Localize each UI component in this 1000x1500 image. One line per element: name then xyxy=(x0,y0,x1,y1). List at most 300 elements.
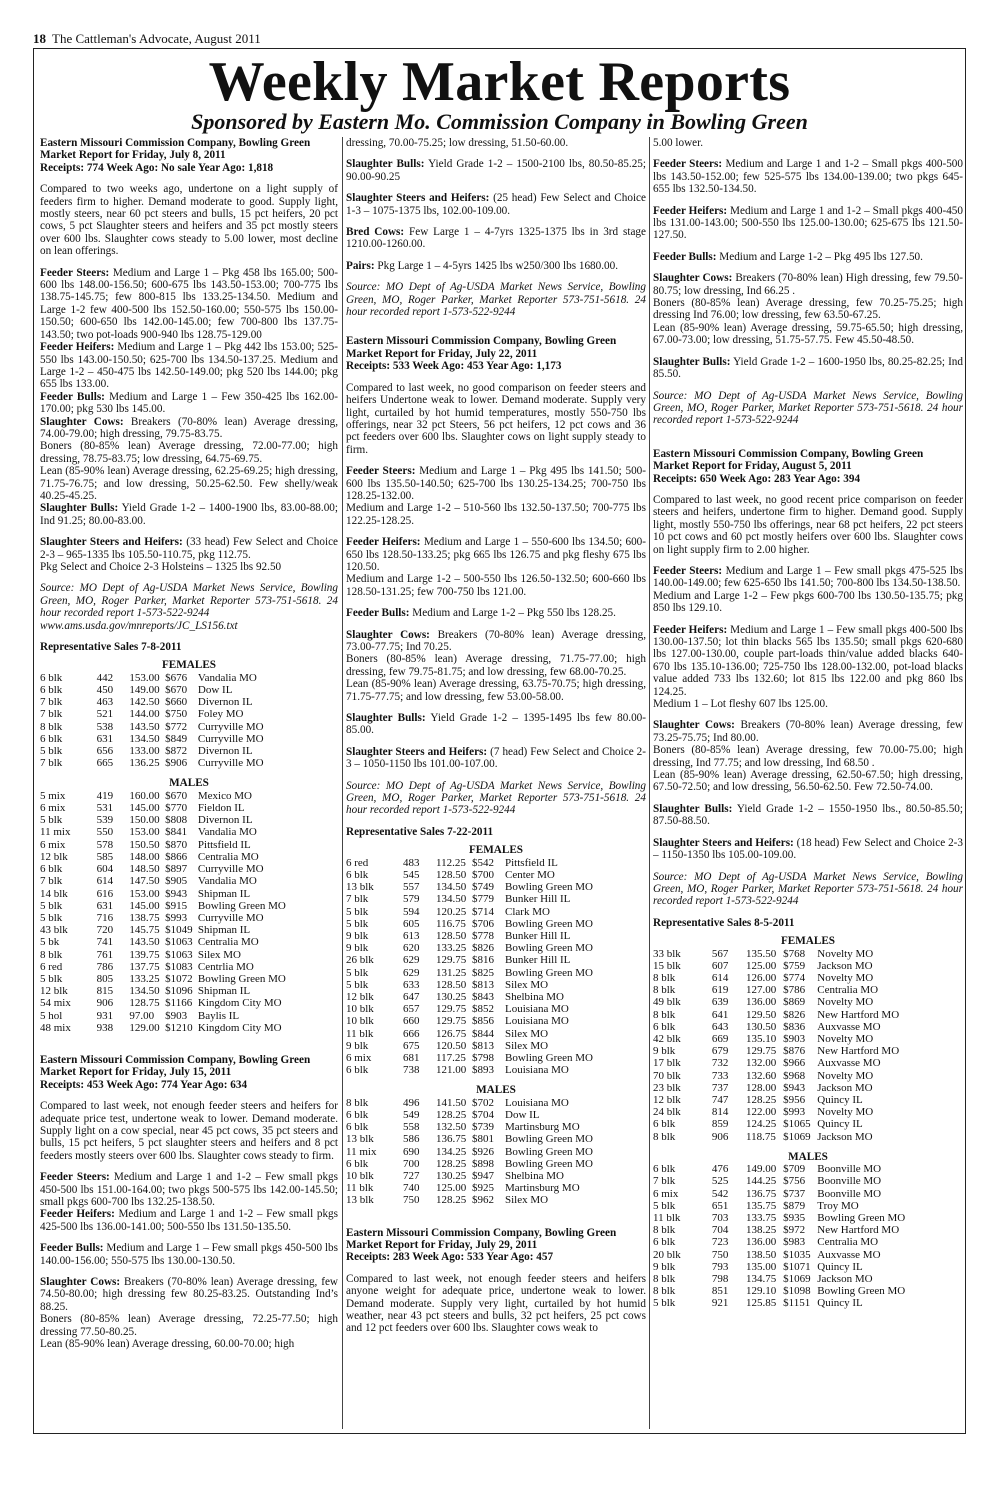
sale-location: Louisiana MO xyxy=(505,1015,569,1028)
sale-total: $770 xyxy=(165,802,188,815)
category-text: Pkg Large 1 – 4-5yrs 1425 lbs w250/300 lbs 1680.00. xyxy=(374,259,619,272)
sale-row xyxy=(346,1170,646,1182)
sale-price: 97.00 xyxy=(129,1009,155,1022)
sale-total: $709 xyxy=(783,1163,806,1176)
sale-total: $706 xyxy=(472,917,494,930)
sale-head: 6 blk xyxy=(653,1020,676,1033)
sale-location: Curryville MO xyxy=(197,863,264,876)
sale-head: 6 blk xyxy=(40,671,63,684)
sale-price: 133.00 xyxy=(129,745,160,758)
sale-row xyxy=(346,1133,646,1145)
sale-head: 5 blk xyxy=(653,1297,676,1310)
category-label: Slaughter Bulls: xyxy=(40,502,119,515)
sale-weight: 558 xyxy=(403,1121,420,1134)
sale-head: 11 mix xyxy=(40,826,71,839)
sale-row xyxy=(40,924,338,936)
sale-weight: 805 xyxy=(96,972,114,985)
sale-row xyxy=(653,1249,963,1261)
sale-weight: 641 xyxy=(711,1008,729,1021)
rep-sales-title: Representative Sales 7-22-2011 xyxy=(346,825,494,838)
sale-location: Silex MO xyxy=(505,1194,549,1207)
sale-price: 136.75 xyxy=(436,1133,467,1146)
holsteins-line: Pkg Select and Choice 2-3 Holsteins – 1325 lbs 92.50 xyxy=(40,561,282,573)
sale-price: 138.50 xyxy=(745,1248,777,1261)
report-heading: Eastern Missouri Commission Company, Bowling Green xyxy=(346,1226,617,1239)
sale-row xyxy=(346,1146,646,1158)
report-intro: Compared to last week, not enough feeder steers and heifers anyone weight for adequate price, undertone weak to lower. Demand moderate. Supply very light, curtailed by hot humid weather, near 43 pct steers and bulls, 32 pct heifers, 25 pct cows and 12 pct feeders over 600 lbs. Slaughter cows weak to xyxy=(346,1272,646,1335)
sale-weight: 647 xyxy=(403,990,420,1003)
sale-weight: 921 xyxy=(711,1297,729,1310)
report-source: Source: MO Dept of Ag-USDA Market News Service, Bowling Green, MO, Roger Parker, Market Reporter 573-751-5618. 24 hour recorded report 1-573-522-9244 xyxy=(653,389,963,427)
page-header xyxy=(33,31,261,47)
sale-location: Bunker Hill IL xyxy=(505,893,571,906)
feeder-heifers xyxy=(653,624,963,698)
category-text: Medium and Large 1 – Few 350-425 lbs 162.00-170.00; pkg 530 lbs 145.00. xyxy=(40,390,338,416)
sale-head: 6 blk xyxy=(40,732,63,745)
sale-location: Curryville MO xyxy=(197,720,264,733)
sale-head: 5 blk xyxy=(653,1199,676,1212)
category-text: Medium and Large 1 – Pkg 495 lbs 141.50; 500-600 lbs 135.50-140.50; 625-700 lbs 130.25-134.25; 700-750 lbs 128.25-132.00. xyxy=(346,465,646,502)
category-text: Medium and Large 1 and 1-2 – Small pkgs 400-500 lbs 143.50-152.00; few 525-575 lbs 134.00-139.00; two pkgs 645-655 lbs 132.50-134.50. xyxy=(653,158,963,196)
feeder-heifers-2: Medium 1 – Lot fleshy 607 lbs 125.00. xyxy=(653,698,828,711)
sale-location: Silex MO xyxy=(505,1039,549,1052)
sale-head: 5 blk xyxy=(40,814,63,827)
sale-head: 48 mix xyxy=(40,1021,71,1034)
sale-total: $1063 xyxy=(165,948,193,961)
sales-table xyxy=(40,790,338,1034)
sale-head: 10 blk xyxy=(346,1169,374,1182)
sale-head: 12 blk xyxy=(40,985,68,998)
category-text: Yield Grade 1-2 – 1500-2100 lbs, 80.50-85.25; 90.00-90.25 xyxy=(346,158,646,183)
column-divider xyxy=(342,137,343,1429)
sale-row xyxy=(346,918,646,930)
sale-price: 143.50 xyxy=(129,936,160,949)
sale-location: Vandalia MO xyxy=(197,671,257,684)
sale-weight: 740 xyxy=(403,1182,420,1195)
sale-location: Bowling Green MO xyxy=(505,1133,593,1146)
sale-head: 12 blk xyxy=(653,1093,681,1106)
category-label: Slaughter Cows: xyxy=(40,415,124,428)
sale-location: Boonville MO xyxy=(817,1187,882,1200)
sale-price: 132.00 xyxy=(745,1057,777,1070)
sale-row xyxy=(653,1070,963,1082)
sale-price: 130.25 xyxy=(436,1169,467,1182)
category-text: Yield Grade 1-2 – 1600-1950 lbs, 80.25-82.25; Ind 85.50. xyxy=(653,355,963,381)
sale-row xyxy=(653,1009,963,1021)
category-label: Slaughter Steers and Heifers: xyxy=(653,836,794,849)
sale-head: 43 blk xyxy=(40,924,68,937)
sale-row xyxy=(653,1057,963,1069)
sale-price: 150.00 xyxy=(129,814,160,827)
sale-location: Clark MO xyxy=(505,905,550,918)
category-label: Feeder Steers: xyxy=(653,564,723,577)
sale-row xyxy=(40,802,338,814)
males-heading: MALES xyxy=(169,777,209,790)
sale-total: $962 xyxy=(472,1194,494,1207)
sale-head: 8 blk xyxy=(653,971,676,984)
sale-head: 8 blk xyxy=(40,948,63,961)
sale-row xyxy=(40,721,338,733)
sale-location: Auxvasse MO xyxy=(817,1020,881,1033)
sale-location: Centrlia MO xyxy=(197,960,254,973)
lean-line: Lean (85-90% lean) Average dressing, 62.25-69.25; high dressing, 71.75-76.75; and low dressing, 50.25-62.50. Few shelly/weak 40.25-45.25. xyxy=(40,465,338,502)
sale-price: 121.00 xyxy=(436,1064,467,1077)
sale-head: 11 mix xyxy=(346,1145,377,1158)
sale-price: 128.25 xyxy=(745,1093,777,1106)
sales-table xyxy=(653,948,963,1143)
sale-weight: 660 xyxy=(403,1015,420,1028)
sale-location: Silex MO xyxy=(197,948,241,961)
category-text: (25 head) Few Select and Choice 1-3 – 1075-1375 lbs, 102.00-109.00. xyxy=(346,192,646,217)
feeder-heifers xyxy=(346,536,646,573)
sale-head: 9 blk xyxy=(346,1039,369,1052)
sale-location: Bowling Green MO xyxy=(817,1212,906,1224)
category-label: Slaughter Cows: xyxy=(653,719,735,732)
sale-location: Novelty MO xyxy=(817,996,874,1009)
feeder-steers xyxy=(653,158,963,195)
sale-row xyxy=(40,1022,338,1034)
sale-head: 7 blk xyxy=(40,708,63,721)
sale-head: 5 blk xyxy=(346,905,369,918)
slaughter-bulls xyxy=(653,356,963,381)
category-text: Breakers (70-80% lean) Average dressing, few 74.50-80.00; high dressing few 80.25-83.25. Outstanding Ind’s 88.25. xyxy=(40,1276,338,1313)
category-text: Yield Grade 1-2 – 1550-1950 lbs., 80.50-85.50; 87.50-88.50. xyxy=(653,802,963,828)
sale-price: 128.50 xyxy=(436,978,467,991)
sale-head: 6 mix xyxy=(40,802,66,815)
sale-weight: 679 xyxy=(711,1045,729,1058)
category-text: (7 head) Few Select and Choice 2-3 – 1050-1150 lbs 101.00-107.00. xyxy=(346,745,646,771)
rep-sales-title: Representative Sales 8-5-2011 xyxy=(653,916,795,929)
sale-head: 8 blk xyxy=(346,1096,369,1109)
sale-total: $947 xyxy=(472,1169,494,1182)
sale-price: 122.00 xyxy=(745,1106,777,1119)
sale-row xyxy=(346,967,646,979)
sale-location: Silex MO xyxy=(505,978,549,991)
sale-weight: 419 xyxy=(96,789,114,802)
sale-row xyxy=(346,942,646,954)
sale-row xyxy=(346,1194,646,1206)
sale-head: 5 blk xyxy=(40,911,63,924)
sale-weight: 669 xyxy=(711,1032,729,1045)
sale-head: 13 blk xyxy=(346,881,374,894)
sale-head: 6 blk xyxy=(346,1064,369,1077)
sale-total: $935 xyxy=(783,1212,806,1224)
sale-row xyxy=(40,790,338,802)
category-label: Feeder Bulls: xyxy=(40,390,105,403)
sale-weight: 604 xyxy=(96,863,114,876)
males-heading: MALES xyxy=(476,1084,516,1097)
sale-location: Bowling Green MO xyxy=(817,1285,906,1298)
sale-row xyxy=(346,1182,646,1194)
sale-location: Boonville MO xyxy=(817,1175,882,1188)
sale-weight: 476 xyxy=(711,1163,729,1176)
slaughter-cows xyxy=(40,1276,338,1313)
sale-weight: 633 xyxy=(403,978,420,991)
sale-row xyxy=(653,1021,963,1033)
sale-price: 131.25 xyxy=(436,966,467,979)
sale-weight: 750 xyxy=(403,1194,420,1207)
sale-location: Quincy IL xyxy=(817,1118,863,1131)
sale-location: Jackson MO xyxy=(817,959,873,972)
feeder-steers-2: Medium and Large 1-2 – Few pkgs 600-700 lbs 130.50-135.75; pkg 850 lbs 129.10. xyxy=(653,589,963,615)
category-text: Breakers (70-80% lean) High dressing, few 79.50-80.75; low dressing, Ind 66.25 . xyxy=(653,272,963,297)
feeder-heifers xyxy=(40,1208,338,1233)
sale-head: 5 blk xyxy=(346,966,369,979)
sale-price: 129.00 xyxy=(129,1021,160,1034)
sale-price: 127.00 xyxy=(745,984,777,997)
sale-location: Divernon IL xyxy=(197,814,253,827)
sale-weight: 542 xyxy=(711,1187,729,1200)
sale-total: $825 xyxy=(472,966,494,979)
sale-head: 13 blk xyxy=(346,1194,374,1207)
sale-location: Jackson MO xyxy=(817,1130,873,1143)
sale-weight: 545 xyxy=(403,868,420,881)
sale-weight: 738 xyxy=(403,1064,420,1077)
feeder-bulls xyxy=(653,251,963,263)
sale-weight: 681 xyxy=(403,1051,420,1064)
sale-total: $772 xyxy=(165,720,188,733)
sale-price: 134.75 xyxy=(745,1273,777,1286)
sale-price: 145.00 xyxy=(129,899,160,912)
sale-head: 26 blk xyxy=(346,954,374,967)
sale-price: 112.25 xyxy=(436,856,466,869)
sale-row xyxy=(346,1040,646,1052)
sale-weight: 727 xyxy=(403,1169,420,1182)
sale-weight: 463 xyxy=(96,696,114,709)
sale-head: 6 blk xyxy=(40,684,63,697)
sale-weight: 737 xyxy=(711,1081,729,1094)
sale-weight: 675 xyxy=(403,1039,420,1052)
sale-head: 5 blk xyxy=(346,978,369,991)
sale-total: $786 xyxy=(783,984,806,997)
sale-location: Jackson MO xyxy=(817,1081,873,1094)
sales-table xyxy=(653,1163,963,1309)
column-1 xyxy=(40,137,338,1429)
sale-total: $1063 xyxy=(165,936,193,949)
sale-total: $1035 xyxy=(783,1248,811,1261)
sale-location: Bowling Green MO xyxy=(505,966,593,979)
sale-row xyxy=(653,1106,963,1118)
sale-row xyxy=(40,814,338,826)
sale-row xyxy=(346,1052,646,1064)
sale-location: Novelty MO xyxy=(817,1032,874,1045)
sale-weight: 750 xyxy=(711,1248,729,1261)
sale-price: 136.00 xyxy=(745,1236,777,1249)
sale-head: 12 blk xyxy=(40,850,68,863)
sale-price: 128.25 xyxy=(436,1108,467,1121)
category-label: Pairs: xyxy=(346,259,375,272)
sale-price: 132.60 xyxy=(745,1069,777,1082)
sale-row xyxy=(653,1163,963,1175)
sale-weight: 620 xyxy=(403,942,420,955)
category-text: Medium and Large 1 – Pkg 458 lbs 165.00; 500-600 lbs 148.00-156.50; 600-675 lbs 143.50-153.00; 700-775 lbs 138.75-145.75; few 800-815 lbs 133.25-134.50. Medium and Large 1-2 few 400-500 lbs 152.50-160.00; 550-575 lbs 150.00-150.50; 600-650 lbs 142.00-145.00; few 700-800 lbs 137.75-143.50; two pot-loads 900-940 lbs 128.75-129.00 xyxy=(40,266,338,341)
sale-location: Shelbina MO xyxy=(505,1169,564,1182)
sale-total: $866 xyxy=(165,850,188,863)
sale-weight: 483 xyxy=(403,856,420,869)
feeder-bulls xyxy=(40,1242,338,1267)
sale-total: $1166 xyxy=(165,997,193,1010)
report-date: Market Report for Friday, August 5, 2011 xyxy=(653,460,852,473)
sale-price: 125.00 xyxy=(745,959,777,972)
sale-weight: 786 xyxy=(96,960,114,973)
sale-location: New Hartford MO xyxy=(817,1045,900,1058)
category-label: Slaughter Steers and Heifers: xyxy=(346,192,490,205)
sale-weight: 594 xyxy=(403,905,420,918)
sale-row xyxy=(653,1285,963,1297)
sale-weight: 666 xyxy=(403,1027,420,1040)
sale-weight: 629 xyxy=(403,966,420,979)
sale-price: 142.50 xyxy=(129,696,160,709)
sale-weight: 798 xyxy=(711,1273,729,1286)
sale-total: $993 xyxy=(783,1106,806,1119)
sale-location: Novelty MO xyxy=(817,1106,874,1119)
sale-location: Vandalia MO xyxy=(197,826,257,839)
sale-price: 118.75 xyxy=(745,1130,776,1143)
sale-row xyxy=(40,733,338,745)
sale-total: $915 xyxy=(165,899,188,912)
sale-weight: 704 xyxy=(711,1224,729,1237)
sales-table xyxy=(40,672,338,770)
sale-total: $843 xyxy=(472,990,494,1003)
sale-head: 5 blk xyxy=(40,972,63,985)
sale-price: 135.75 xyxy=(745,1199,777,1212)
report-intro: Compared to two weeks ago, undertone on a light supply of feeders firm to higher. Demand moderate to good. Supply light, mostly steers, near 60 pct steers and bulls, 15 pct heifers, 20 pct cows, 5 pct Slaughter steers and heifers and 35 pct mostly steers over 600 lbs. Slaughter cows steady to 5.00 lower, most decline on lean offerings. xyxy=(40,183,338,258)
sale-weight: 605 xyxy=(403,917,420,930)
sale-weight: 614 xyxy=(711,971,729,984)
category-label: Feeder Heifers: xyxy=(653,623,728,636)
sale-head: 5 bk xyxy=(40,936,60,949)
sale-price: 136.25 xyxy=(129,757,160,770)
sale-row xyxy=(40,863,338,875)
sale-head: 10 blk xyxy=(346,1003,374,1016)
sale-weight: 450 xyxy=(96,684,114,697)
report-date: Market Report for Friday, July 8, 2011 xyxy=(40,149,226,162)
sale-location: Pittsfield IL xyxy=(505,856,558,869)
sale-price: 148.50 xyxy=(129,863,160,876)
slaughter-cows xyxy=(40,416,338,441)
sale-location: Centralia MO xyxy=(817,1236,879,1249)
sale-row xyxy=(653,1188,963,1200)
sale-weight: 616 xyxy=(96,887,114,900)
sale-price: 135.10 xyxy=(745,1032,777,1045)
sale-location: Baylis IL xyxy=(197,1009,240,1022)
sale-weight: 747 xyxy=(711,1093,729,1106)
sale-total: $983 xyxy=(783,1236,806,1249)
category-label: Slaughter Steers and Heifers: xyxy=(346,745,488,758)
sale-total: $670 xyxy=(165,684,188,697)
sale-head: 6 mix xyxy=(40,838,66,851)
sale-head: 11 blk xyxy=(346,1182,374,1195)
slaughter-steers-heifers xyxy=(346,746,646,771)
category-label: Feeder Heifers: xyxy=(653,204,728,217)
sale-location: Curryville MO xyxy=(197,911,264,924)
sale-price: 134.50 xyxy=(129,985,160,998)
sale-location: Novelty MO xyxy=(817,1069,874,1082)
report-source: Source: MO Dept of Ag-USDA Market News Service, Bowling Green, MO, Roger Parker, Market Reporter 573-751-5618. 24 hour recorded report 1-573-522-9244 xyxy=(346,779,646,817)
sale-weight: 521 xyxy=(96,708,114,721)
slaughter-cows xyxy=(346,629,646,654)
sale-weight: 442 xyxy=(96,671,114,684)
sale-weight: 496 xyxy=(403,1096,420,1109)
report-source: Source: MO Dept of Ag-USDA Market News Service, Bowling Green, MO, Roger Parker, Market Reporter 573-751-5618. 24 hour recorded report 1-573-522-9244 xyxy=(40,582,338,620)
sale-head: 11 blk xyxy=(346,1027,374,1040)
sale-head: 9 blk xyxy=(346,942,369,955)
sale-location: Mexico MO xyxy=(197,789,252,802)
report-date: Market Report for Friday, July 15, 2011 xyxy=(40,1066,232,1079)
sale-weight: 931 xyxy=(96,1009,114,1022)
sale-row xyxy=(653,1131,963,1143)
sale-location: Centralia MO xyxy=(197,850,259,863)
category-label: Slaughter Cows: xyxy=(346,628,430,641)
sale-head: 9 blk xyxy=(346,929,369,942)
sale-price: 143.50 xyxy=(129,720,160,733)
sale-location: Martinsburg MO xyxy=(505,1182,580,1195)
sale-head: 7 blk xyxy=(40,696,63,709)
sale-weight: 613 xyxy=(403,929,420,942)
sale-head: 6 blk xyxy=(346,1108,369,1121)
sale-weight: 549 xyxy=(403,1108,420,1121)
sale-location: Shelbina MO xyxy=(505,990,564,1003)
lean-line: Lean (85-90% lean) Average dressing, 60.00-70.00; high xyxy=(40,1338,295,1351)
category-label: Slaughter Bulls: xyxy=(653,355,731,368)
sale-price: 149.00 xyxy=(129,684,160,697)
sale-head: 6 blk xyxy=(346,1121,369,1134)
sale-head: 7 blk xyxy=(653,1175,676,1188)
sale-location: Bowling Green MO xyxy=(197,972,286,985)
category-text: Medium and Large 1-2 – Pkg 495 lbs 127.50. xyxy=(716,250,923,263)
sale-location: Kingdom City MO xyxy=(197,997,282,1010)
sale-weight: 578 xyxy=(96,838,114,851)
bred-cows xyxy=(346,226,646,251)
sale-location: Curryville MO xyxy=(197,732,264,745)
category-label: Slaughter Cows: xyxy=(40,1276,121,1289)
sale-weight: 815 xyxy=(96,985,114,998)
sale-weight: 531 xyxy=(96,802,114,815)
sale-location: Dow IL xyxy=(197,684,233,697)
sale-price: 129.75 xyxy=(745,1045,777,1058)
publication-line: The Cattleman's Advocate, August 2011 xyxy=(52,31,261,46)
sale-price: 124.25 xyxy=(745,1118,777,1131)
sale-total: $876 xyxy=(783,1045,806,1058)
males-heading: MALES xyxy=(788,1150,828,1163)
sale-price: 126.00 xyxy=(745,971,777,984)
sale-total: $779 xyxy=(472,893,494,906)
sale-row xyxy=(346,1064,646,1076)
sale-row xyxy=(653,1261,963,1273)
category-text: (33 head) Few Select and Choice 2-3 – 965-1335 lbs 105.50-110.75, pkg 112.75. xyxy=(40,536,338,561)
sales-table xyxy=(346,857,646,1077)
report-source: Source: MO Dept of Ag-USDA Market News Service, Bowling Green, MO, Roger Parker, Market Reporter 573-751-5618. 24 hour recorded report 1-573-522-9244 xyxy=(346,281,646,319)
sale-price: 128.50 xyxy=(436,868,467,881)
sale-location: Martinsburg MO xyxy=(505,1121,580,1134)
sale-weight: 607 xyxy=(711,959,729,972)
sale-total: $926 xyxy=(472,1145,494,1158)
sale-row xyxy=(40,851,338,863)
boners-line: Boners (80-85% lean) Average dressing, few 70.25-75.25; high dressing Ind 76.00; low dressing, few 63.50-67.25. xyxy=(653,297,963,322)
category-label: Feeder Steers: xyxy=(346,465,416,478)
sale-total: $756 xyxy=(783,1175,806,1188)
category-text: Yield Grade 1-2 – 1400-1900 lbs, 83.00-88.00; Ind 91.25; 80.00-83.00. xyxy=(40,502,338,527)
sale-total: $972 xyxy=(783,1224,806,1237)
sale-weight: 656 xyxy=(96,745,114,758)
report-intro: Compared to last week, no good recent price comparison on feeder steers and heifers, undertone firm to higher. Demand good. Supply light, mostly 550-750 lbs offerings, near 68 pct heifers, 22 pct steers 10 pct cows and 60 pct mostly heifers over 600 lbs. Slaughter cows on light supply firm to 2.00 higher. xyxy=(653,493,963,556)
sale-total: $841 xyxy=(165,826,188,839)
sale-total: $943 xyxy=(165,887,188,900)
slaughter-steers-heifers xyxy=(346,192,646,217)
sale-total: $1083 xyxy=(165,960,193,973)
sale-price: 126.75 xyxy=(436,1027,467,1040)
sale-location: Bowling Green MO xyxy=(505,942,593,955)
